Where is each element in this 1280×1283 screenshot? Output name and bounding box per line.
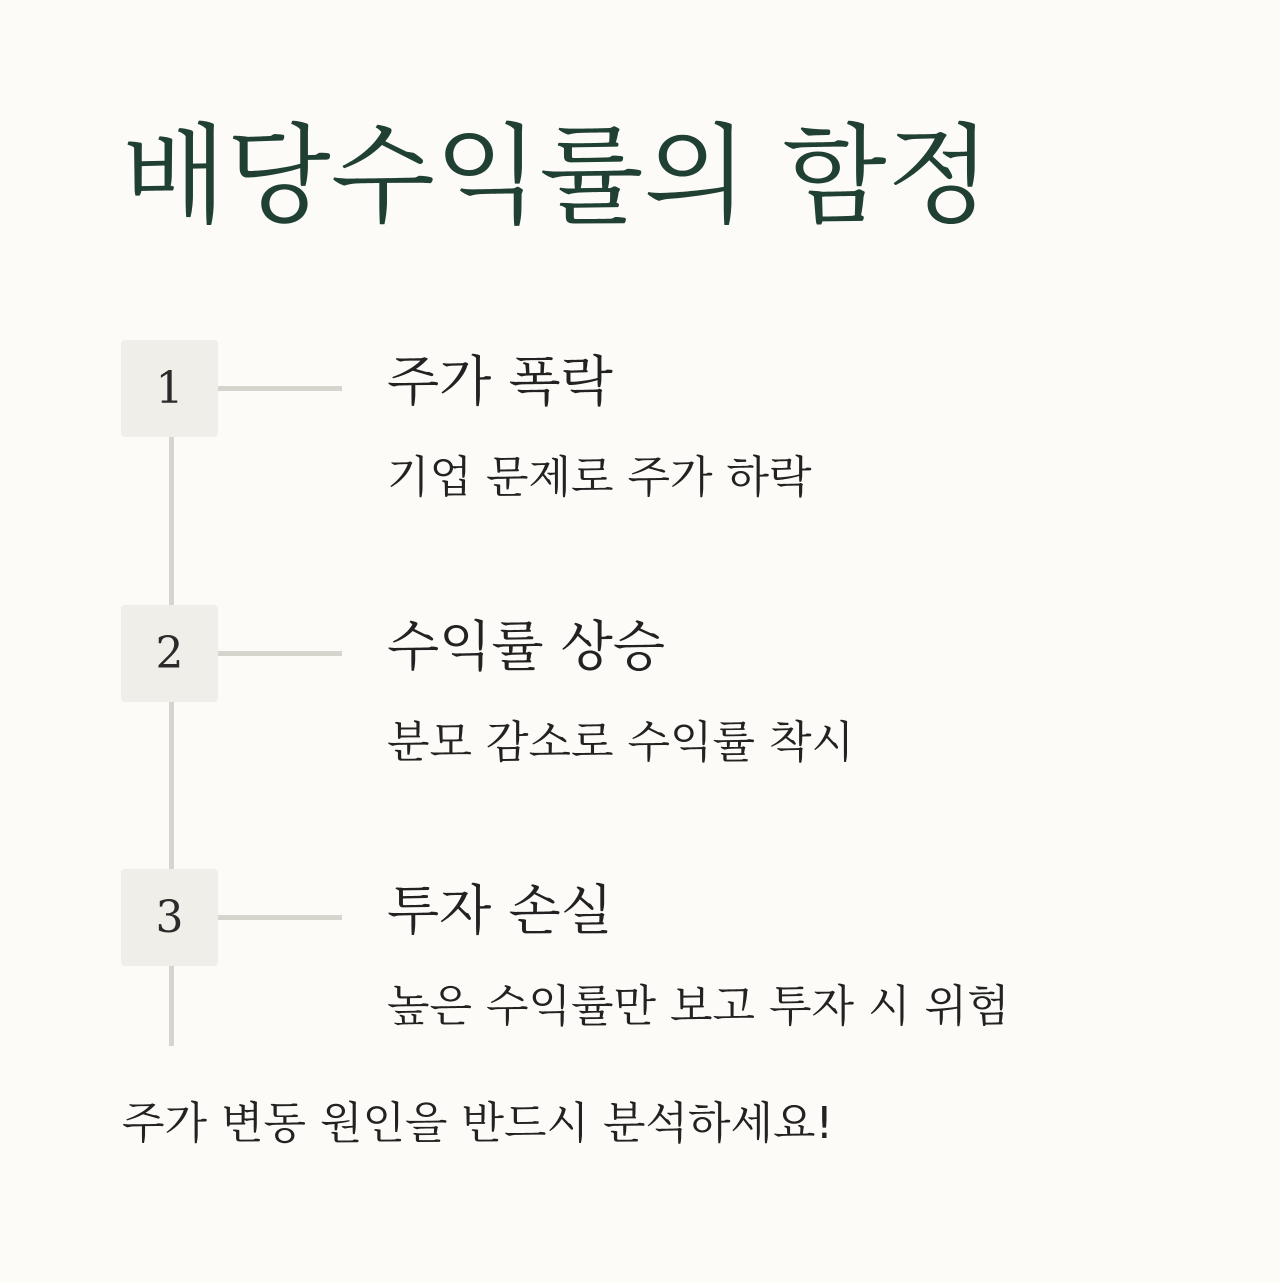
step-number-box — [121, 869, 218, 966]
step-number-box — [121, 605, 218, 702]
step-connector — [218, 386, 342, 391]
step-title: 투자 손실 — [387, 879, 613, 942]
step-1 — [0, 340, 1280, 540]
step-2 — [0, 605, 1280, 805]
page-title: 배당수익률의 함정 — [122, 114, 991, 239]
step-title: 주가 폭락 — [387, 350, 613, 413]
step-description: 분모 감소로 수익률 착시 — [387, 717, 854, 768]
step-connector — [218, 915, 342, 920]
step-title: 수익률 상승 — [387, 615, 665, 678]
footer-note: 주가 변동 원인을 반드시 분석하세요! — [122, 1098, 834, 1149]
step-3 — [0, 869, 1280, 1069]
step-number: 2 — [155, 627, 184, 679]
step-description: 기업 문제로 주가 하락 — [387, 452, 812, 503]
step-number-box — [121, 340, 218, 437]
step-number: 1 — [155, 362, 184, 414]
step-connector — [218, 651, 342, 656]
step-number: 3 — [155, 891, 184, 943]
step-description: 높은 수익률만 보고 투자 시 위험 — [387, 981, 1010, 1032]
